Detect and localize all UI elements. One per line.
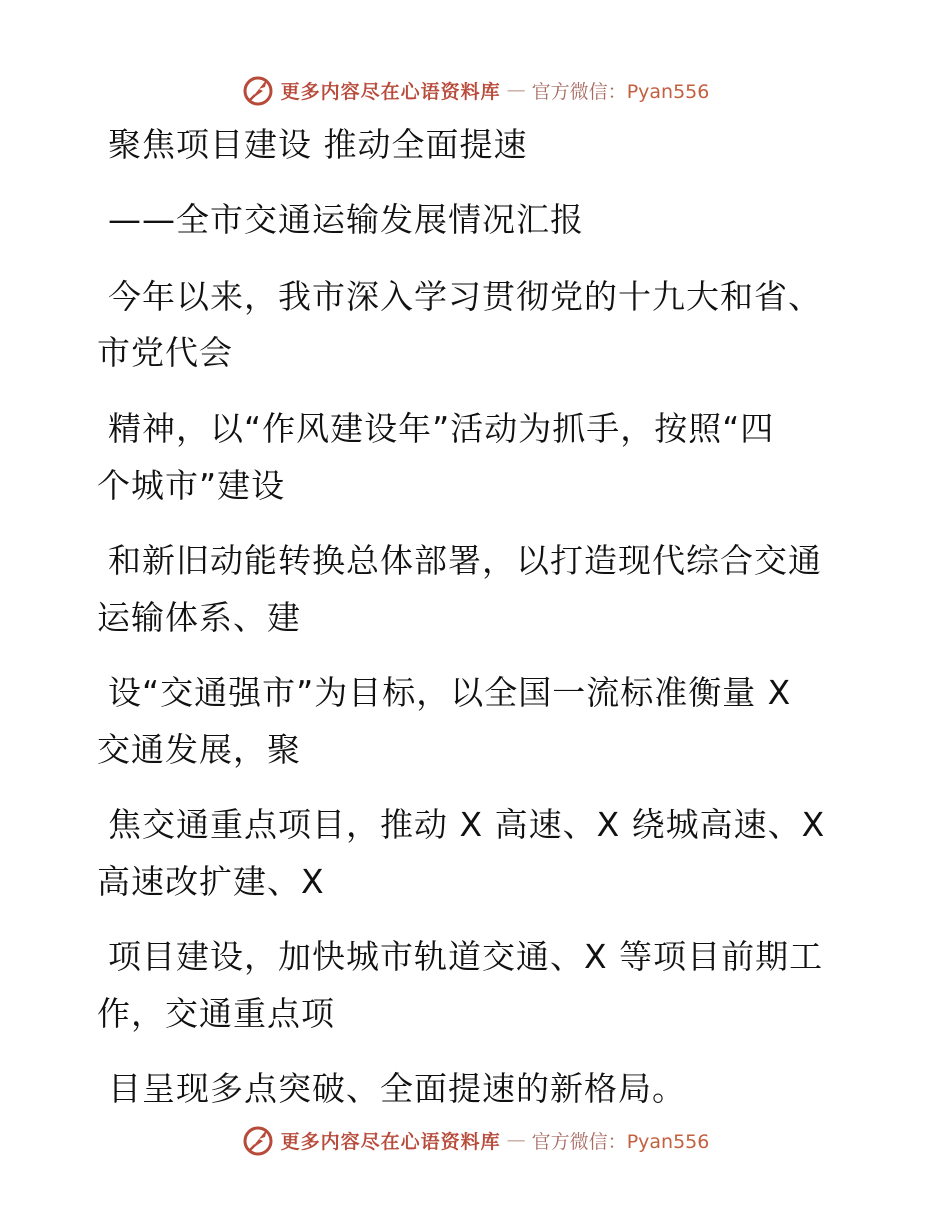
footer-watermark bbox=[0, 1120, 950, 1160]
paragraph-line: 和新旧动能转换总体部署，以打造现代综合交通 bbox=[108, 541, 822, 580]
watermark-contact bbox=[532, 1127, 710, 1154]
paragraph-line: 作，交通重点项 bbox=[97, 994, 335, 1033]
watermark-contact-label: 官方微信： bbox=[531, 80, 627, 103]
watermark-contact-id: Pyan556 bbox=[626, 1130, 710, 1153]
paragraph-line: 市党代会 bbox=[97, 333, 233, 372]
paragraph-line: 目呈现多点突破、全面提速的新格局。 bbox=[108, 1069, 686, 1108]
paragraph-line: 今年以来，我市深入学习贯彻党的十九大和省、 bbox=[108, 277, 822, 316]
header-watermark bbox=[0, 70, 950, 110]
quill-seal-icon bbox=[241, 73, 275, 107]
paragraph-line: 设“交通强市”为目标，以全国一流标准衡量 X bbox=[108, 673, 792, 712]
paragraph-line: 运输体系、建 bbox=[97, 598, 301, 637]
paragraph-line: 精神，以“作风建设年”活动为抓手，按照“四 bbox=[108, 409, 775, 448]
watermark-contact-id: Pyan556 bbox=[626, 80, 710, 103]
quill-seal-icon bbox=[241, 1123, 275, 1157]
watermark-text: 更多内容尽在心语资料库 bbox=[280, 1130, 501, 1153]
paragraph-line: 项目建设，加快城市轨道交通、X 等项目前期工 bbox=[108, 937, 824, 976]
document-subtitle: ——全市交通运输发展情况汇报 bbox=[108, 200, 584, 239]
paragraph-line: 高速改扩建、X bbox=[97, 862, 325, 901]
paragraph-line: 交通发展，聚 bbox=[97, 730, 301, 769]
paragraph-line: 焦交通重点项目，推动 X 高速、X 绕城高速、X bbox=[108, 805, 826, 844]
watermark-separator: — bbox=[506, 1129, 526, 1151]
document-title: 聚焦项目建设 推动全面提速 bbox=[108, 125, 528, 164]
watermark-contact-label: 官方微信： bbox=[531, 1130, 627, 1153]
watermark-contact bbox=[532, 77, 710, 104]
watermark-text: 更多内容尽在心语资料库 bbox=[280, 80, 501, 103]
paragraph-line: 个城市”建设 bbox=[97, 466, 286, 505]
watermark-separator: — bbox=[506, 79, 526, 101]
